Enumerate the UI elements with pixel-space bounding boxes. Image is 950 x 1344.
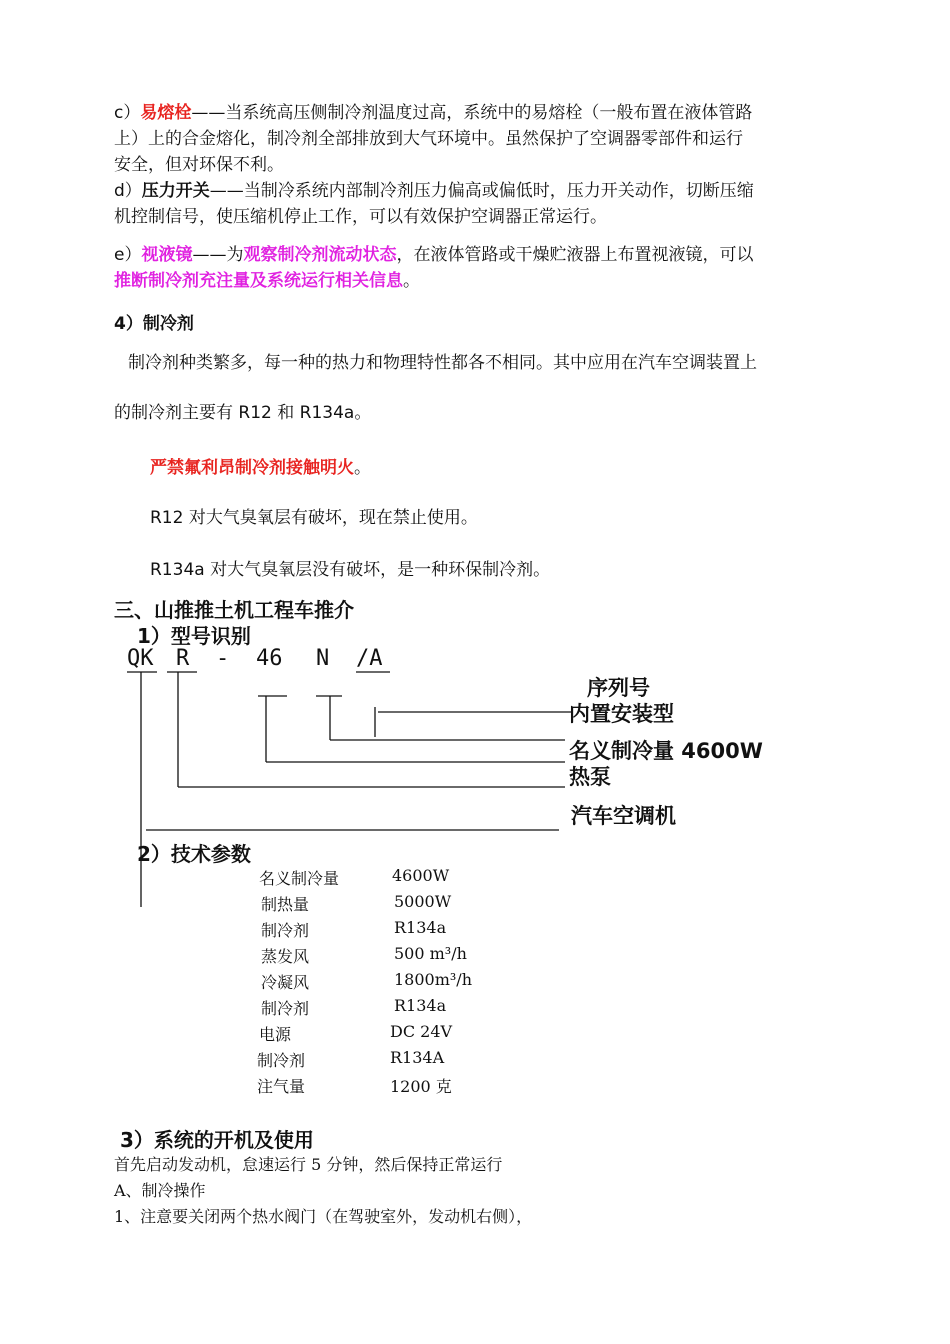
startup-line1: 首先启动发动机，怠速运行 5 分钟，然后保持正常运行 — [114, 1155, 503, 1174]
section3-title: 三、山推推土机工程车推介 — [114, 598, 354, 622]
pressure-switch-term: 压力开关 — [141, 181, 210, 201]
para-d-prefix: d） — [114, 181, 142, 201]
para-c-line2: 上）上的合金熔化，制冷剂全部排放到大气环境中。虽然保护了空调器零部件和运行 — [114, 129, 743, 149]
fusible-plug-term: 易熔栓 — [140, 103, 192, 123]
param-value: 5000W — [394, 892, 452, 911]
startup-line2: A、制冷操作 — [114, 1181, 206, 1200]
param-name: 制冷剂 — [257, 1051, 306, 1070]
model-part-n: N — [316, 646, 330, 671]
para-e-text: ，在液体管路或干燥贮液器上布置视液镜，可以 — [396, 245, 754, 265]
warning-end: 。 — [354, 458, 371, 478]
para-e-highlight1: 观察制冷剂流动状态 — [243, 245, 397, 265]
para-c-text: ——当系统高压侧制冷剂温度过高，系统中的易熔栓（一般布置在液体管路 — [191, 103, 753, 123]
model-part-a: /A — [356, 646, 383, 671]
param-value: R134A — [390, 1048, 445, 1067]
model-part-qk: QK — [127, 646, 154, 671]
tech-heading: 2）技术参数 — [137, 842, 251, 866]
param-value: 500 m³/h — [394, 944, 467, 963]
sight-glass-term: 视液镜 — [141, 245, 193, 265]
model-part-r: R — [176, 646, 190, 671]
para-c-line3: 安全，但对环保不利。 — [114, 155, 284, 175]
refrigerant-para-line2: 的制冷剂主要有 R12 和 R134a。 — [114, 403, 372, 423]
label-serial: 序列号 — [587, 676, 650, 700]
param-value: R134a — [394, 918, 447, 937]
para-c-prefix: c） — [114, 103, 141, 123]
r134a-note: R134a 对大气臭氧层没有破坏，是一种环保制冷剂。 — [150, 560, 551, 580]
para-d-text: ——当制冷系统内部制冷剂压力偏高或偏低时，压力开关动作，切断压缩 — [209, 181, 754, 201]
para-e-highlight2: 推断制冷剂充注量及系统运行相关信息 — [114, 271, 403, 291]
label-car-ac: 汽车空调机 — [571, 804, 676, 828]
refrigerant-para-line1: 制冷剂种类繁多，每一种的热力和物理特性都各不相同。其中应用在汽车空调装置上 — [128, 353, 757, 373]
model-part-dash: - — [216, 646, 230, 671]
param-name: 制冷剂 — [261, 999, 310, 1018]
para-d-line2: 机控制信号，使压缩机停止工作，可以有效保护空调器正常运行。 — [114, 207, 607, 227]
label-built-in: 内置安装型 — [569, 702, 674, 726]
param-value: R134a — [394, 996, 447, 1015]
label-heat-pump: 热泵 — [569, 765, 611, 789]
warning-text: 严禁氟利昂制冷剂接触明火 — [150, 458, 354, 478]
param-name: 电源 — [259, 1025, 292, 1044]
startup-heading: 3）系统的开机及使用 — [120, 1128, 314, 1152]
param-name: 制冷剂 — [261, 921, 310, 940]
model-part-46: 46 — [256, 646, 283, 671]
param-value: 1800m³/h — [394, 970, 472, 989]
param-name: 蒸发风 — [261, 947, 310, 966]
model-heading: 1）型号识别 — [137, 624, 251, 648]
para-e-end: 。 — [403, 271, 420, 291]
refrigerant-heading: 4）制冷剂 — [114, 314, 194, 334]
startup-line3: 1、注意要关闭两个热水阀门（在驾驶室外，发动机右侧）， — [114, 1207, 533, 1226]
para-e-mid: ——为 — [192, 245, 244, 265]
param-value: 1200 克 — [390, 1077, 452, 1096]
param-name: 制热量 — [261, 895, 310, 914]
param-value: 4600W — [392, 866, 450, 885]
param-name: 冷凝风 — [261, 973, 310, 992]
r12-note: R12 对大气臭氧层有破坏，现在禁止使用。 — [150, 508, 478, 528]
param-value: DC 24V — [390, 1022, 453, 1041]
param-name: 名义制冷量 — [259, 869, 340, 888]
param-name: 注气量 — [257, 1077, 306, 1096]
label-cooling-capacity: 名义制冷量 4600W — [569, 739, 763, 763]
para-e-prefix: e） — [114, 245, 142, 265]
